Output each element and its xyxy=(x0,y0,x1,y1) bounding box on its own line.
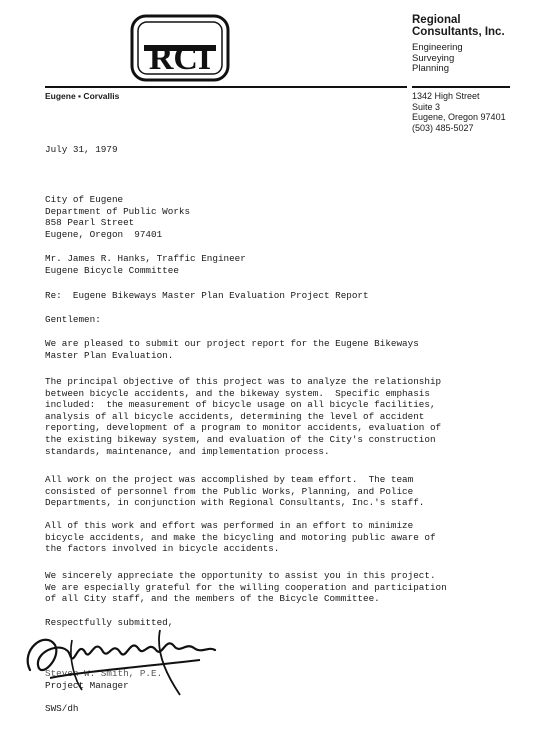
attention-line: Eugene Bicycle Committee xyxy=(45,264,179,276)
service-planning: Planning xyxy=(412,63,449,74)
letterhead-rule xyxy=(45,86,407,88)
recipient-line: 858 Pearl Street xyxy=(45,217,135,229)
signer-name: Steven W. Smith, P.E. xyxy=(45,668,163,679)
service-surveying: Surveying xyxy=(412,52,455,64)
paragraph-5: We sincerely appreciate the opportunity to assist you in this project. We are especially grateful for the willing cooperation and participation of all City staff, and the members of the Bicycle Committee. xyxy=(45,570,447,605)
signer-title: Project Manager xyxy=(45,680,129,691)
services-list xyxy=(412,43,505,75)
recipient-address xyxy=(45,194,190,240)
address-suite: Suite 3 xyxy=(412,101,441,112)
letter-date: July 31, 1979 xyxy=(45,144,118,155)
office-cities: Eugene ▪ Corvallis xyxy=(45,91,120,101)
letterhead-rule-right xyxy=(412,86,510,88)
paragraph-1: We are pleased to submit our project report for the Eugene Bikeways Master Plan Evaluation. xyxy=(45,338,419,361)
company-name-line1: Regional xyxy=(412,14,461,26)
paragraph-3: All work on the project was accomplished by team effort. The team consisted of personnel from the Public Works, Planning, and Police Departments, in conjunction with Regional Consultants, Inc.'s staff. xyxy=(45,474,425,509)
rci-logo xyxy=(130,14,230,82)
address-city: Eugene, Oregon 97401 xyxy=(412,112,506,122)
company-address xyxy=(412,91,506,133)
handwritten-signature xyxy=(10,610,230,700)
attention-line: Mr. James R. Hanks, Traffic Engineer xyxy=(45,253,246,264)
service-engineering: Engineering xyxy=(412,42,463,53)
address-phone: (503) 485-5027 xyxy=(412,122,474,133)
recipient-line: City of Eugene xyxy=(45,194,124,205)
paragraph-4: All of this work and effort was performed in an effort to minimize bicycle accidents, and make the bicycling and motoring public aware of the factors involved in bicycle accidents. xyxy=(45,520,436,555)
recipient-line: Department of Public Works xyxy=(45,205,191,217)
attention-block xyxy=(45,253,246,276)
typist-initials: SWS/dh xyxy=(45,703,79,714)
address-street: 1342 High Street xyxy=(412,91,480,101)
paragraph-2: The principal objective of this project was to analyze the relationship between bicycle accidents, and the bikeway system. Specific emphasis included: the measurement of bicycle usage on all bicycle facilities, analysis of all bicycle accidents, determining the level of accident reporting, development of a program to monitor accidents, evaluation of the existing bikeway system, and evaluation of the City's construction standards, maintenance, and implementation process. xyxy=(45,376,442,457)
salutation: Gentlemen: xyxy=(45,314,101,325)
recipient-line: Eugene, Oregon 97401 xyxy=(45,228,163,240)
company-name-line2: Consultants, Inc. xyxy=(412,26,505,38)
company-block xyxy=(412,14,505,75)
subject-line: Re: Eugene Bikeways Master Plan Evaluation Project Report xyxy=(45,290,369,301)
closing: Respectfully submitted, xyxy=(45,617,174,628)
svg-text:RCI: RCI xyxy=(148,40,212,77)
